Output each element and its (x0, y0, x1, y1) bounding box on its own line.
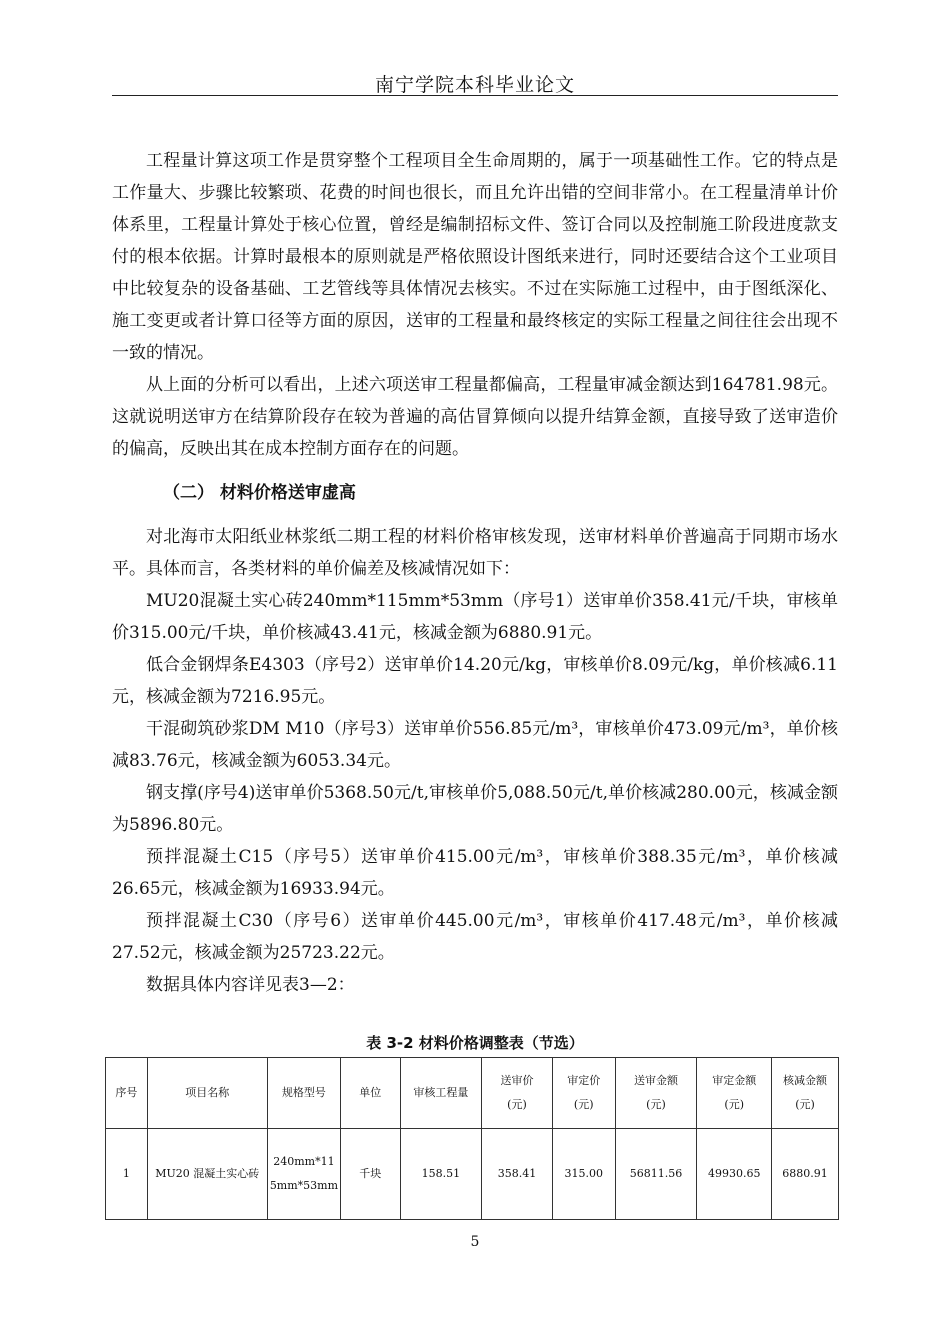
cell-qty: 158.51 (400, 1129, 482, 1220)
page-number: 5 (470, 1234, 480, 1250)
cell-approved-price: 315.00 (552, 1129, 615, 1220)
col-header-unit: 单位 (341, 1058, 401, 1129)
col-header-approved-price: 审定价 (元) (552, 1058, 615, 1129)
paragraph: 干混砌筑砂浆DM M10（序号3）送审单价556.85元/m³，审核单价473.09元/m³，单价核减83.76元，核减金额为6053.34元。 (112, 719, 838, 771)
col-header-submitted-price: 送审价 (元) (482, 1058, 553, 1129)
cell-no: 1 (106, 1129, 148, 1220)
cell-spec: 240mm*11 5mm*53mm (267, 1129, 340, 1220)
body-text (112, 145, 838, 1001)
paragraph: MU20混凝土实心砖240mm*115mm*53mm（序号1）送审单价358.41元/千块，审核单价315.00元/千块，单价核减43.41元，核减金额为6880.91元。 (112, 591, 838, 643)
cell-reduction: 6880.91 (772, 1129, 839, 1220)
paragraph: 钢支撑(序号4)送审单价5368.50元/t,审核单价5,088.50元/t,单价核减280.00元，核减金额为5896.80元。 (112, 783, 838, 835)
cell-name: MU20 混凝土实心砖 (147, 1129, 267, 1220)
table-header-row (106, 1058, 839, 1129)
paragraph: 从上面的分析可以看出，上述六项送审工程量都偏高，工程量审减金额达到164781.98元。这就说明送审方在结算阶段存在较为普遍的高估冒算倾向以提升结算金额，直接导致了送审造价的偏高，反映出其在成本控制方面存在的问题。 (112, 375, 838, 459)
cell-approved-amount: 49930.65 (697, 1129, 772, 1220)
paragraph: 低合金钢焊条E4303（序号2）送审单价14.20元/kg，审核单价8.09元/kg，单价核减6.11元，核减金额为7216.95元。 (112, 655, 838, 707)
running-header: 南宁学院本科毕业论文 (374, 74, 575, 96)
table-caption: 表 3-2 材料价格调整表（节选） (366, 1034, 584, 1052)
table-row (106, 1129, 839, 1220)
col-header-qty: 审核工程量 (400, 1058, 482, 1129)
col-header-reduction: 核减金额 (元) (772, 1058, 839, 1129)
col-header-no: 序号 (106, 1058, 148, 1129)
paragraph: 预拌混凝土C30（序号6）送审单价445.00元/m³，审核单价417.48元/m³，单价核减27.52元，核减金额为25723.22元。 (112, 911, 838, 963)
paragraph: 预拌混凝土C15（序号5）送审单价415.00元/m³，审核单价388.35元/m³，单价核减26.65元，核减金额为16933.94元。 (112, 847, 838, 899)
col-header-spec: 规格型号 (267, 1058, 340, 1129)
col-header-submitted-amount: 送审金额 (元) (615, 1058, 697, 1129)
material-price-table (105, 1057, 839, 1220)
header-divider (112, 95, 838, 96)
paragraph: 数据具体内容详见表3—2： (146, 975, 355, 995)
col-header-approved-amount: 审定金额 (元) (697, 1058, 772, 1129)
col-header-name: 项目名称 (147, 1058, 267, 1129)
paragraph: 工程量计算这项工作是贯穿整个工程项目全生命周期的，属于一项基础性工作。它的特点是工作量大、步骤比较繁琐、花费的时间也很长，而且允许出错的空间非常小。在工程量清单计价体系里，工程量计算处于核心位置，曾经是编制招标文件、签订合同以及控制施工阶段进度款支付的根本依据。计算时最根本的原则就是严格依照设计图纸来进行，同时还要结合这个工业项目中比较复杂的设备基础、工艺管线等具体情况去核实。不过在实际施工过程中，由于图纸深化、施工变更或者计算口径等方面的原因，送审的工程量和最终核定的实际工程量之间往往会出现不一致的情况。 (112, 151, 838, 363)
paragraph: 对北海市太阳纸业林浆纸二期工程的材料价格审核发现，送审材料单价普遍高于同期市场水平。具体而言，各类材料的单价偏差及核减情况如下： (112, 527, 838, 579)
cell-unit: 千块 (341, 1129, 401, 1220)
section-heading: （二） 材料价格送审虚高 (163, 483, 356, 503)
cell-submitted-amount: 56811.56 (615, 1129, 697, 1220)
cell-submitted-price: 358.41 (482, 1129, 553, 1220)
